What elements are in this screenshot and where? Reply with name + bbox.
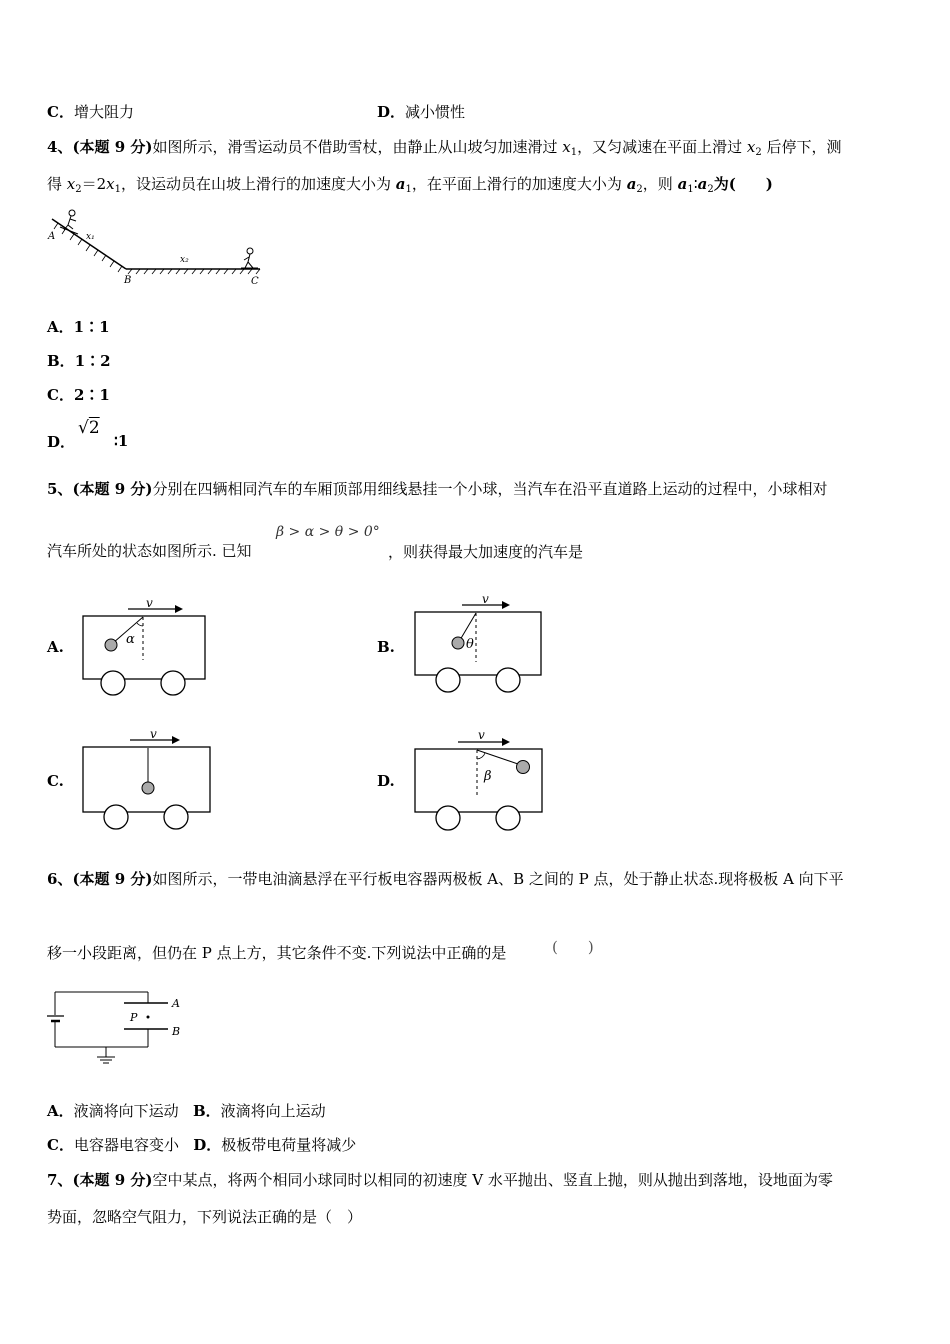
q6-options-row2: C．电容器电容变小 D．极板带电荷量将减少: [47, 1136, 357, 1154]
q6-options-row1: A．液滴将向下运动 B．液滴将向上运动: [47, 1102, 326, 1120]
oil-drop-point: [147, 1016, 150, 1019]
svg-text:v: v: [478, 728, 485, 742]
point-a-label: A: [48, 231, 56, 242]
q6-answer-paren: ( ): [552, 938, 594, 956]
q4-option-d: D．: [47, 433, 76, 451]
svg-text:A: A: [172, 997, 180, 1010]
q4-ski-slope-figure: [46, 205, 271, 290]
q3-option-d: D．减小惯性: [377, 103, 466, 121]
q3-option-c: C．增大阻力: [47, 103, 134, 121]
point-c-label: C: [251, 276, 259, 287]
q5-stem-line1: 5、(本题 9 分)分别在四辆相同汽车的车厢顶部用细线悬挂一个小球，当汽车在沿平直道路上运动的过程中，小球相对: [47, 480, 828, 498]
point-b-label: B: [124, 275, 132, 286]
q5-option-b-label: B.: [377, 638, 395, 656]
q6-stem-line2: 移一小段距离，但仍在 P 点上方，其它条件不变.下列说法中正确的是: [47, 944, 507, 962]
q7-stem-line2: 势面，忽略空气阻力，下列说法正确的是（ ）: [47, 1208, 363, 1226]
svg-text:v: v: [482, 592, 489, 606]
q4-stem-line1: 4、(本题 9 分)如图所示，滑雪运动员不借助雪杖，由静止从山坡匀加速滑过 $x_1$，又匀减速在平面上滑过 $x_2$ 后停下，测: [47, 138, 842, 158]
svg-text:v: v: [146, 596, 153, 610]
q4-option-c: C．2∶1: [47, 386, 110, 404]
q5-car-c-figure: [80, 728, 214, 832]
x1-label: x₁: [86, 232, 95, 242]
sqrt-two: √2: [78, 418, 100, 438]
q6-capacitor-circuit-figure: [44, 987, 189, 1069]
svg-text:B: B: [172, 1025, 181, 1038]
q5-stem-line2: 汽车所处的状态如图所示. 已知: [47, 542, 252, 560]
svg-text:θ: θ: [466, 637, 474, 652]
q4-option-b: B．1∶2: [47, 352, 111, 370]
q4-option-d-ratio: ∶1: [114, 432, 129, 450]
q5-car-a-figure: [80, 595, 210, 697]
q4-stem-line2: 得 $x_2=2x_1$，设运动员在山坡上滑行的加速度大小为 $a_1$，在平面上滑行的加速度大小为 $a_2$，则 $a_1∶a_2$为( ): [47, 175, 773, 195]
svg-text:v: v: [150, 728, 157, 741]
q7-stem-line1: 7、(本题 9 分)空中某点，将两个相同小球同时以相同的初速度 V 水平抛出、竖直上抛，则从抛出到落地，设地面为零: [47, 1171, 833, 1189]
q5-formula: β > α > θ > 0°: [276, 524, 380, 540]
svg-text:P: P: [130, 1011, 138, 1024]
q5-car-b-figure: [412, 590, 546, 696]
svg-text:α: α: [126, 632, 135, 647]
q4-option-a: A．1∶1: [47, 318, 110, 336]
q5-stem-line2-end: ，则获得最大加速度的汽车是: [388, 543, 584, 561]
q6-stem-line1: 6、(本题 9 分)如图所示，一带电油滴悬浮在平行板电容器两极板 A、B 之间的 P 点，处于静止状态.现将极板 A 向下平: [47, 870, 844, 888]
q5-option-d-label: D.: [377, 772, 395, 790]
skier-icon: [60, 210, 78, 234]
skier-stopped-icon: [241, 248, 258, 268]
x2-label: x₂: [180, 255, 189, 265]
q5-car-d-figure: [412, 728, 546, 832]
q5-option-c-label: C.: [47, 772, 64, 790]
svg-text:β: β: [484, 769, 492, 784]
q5-option-a-label: A.: [47, 638, 64, 656]
